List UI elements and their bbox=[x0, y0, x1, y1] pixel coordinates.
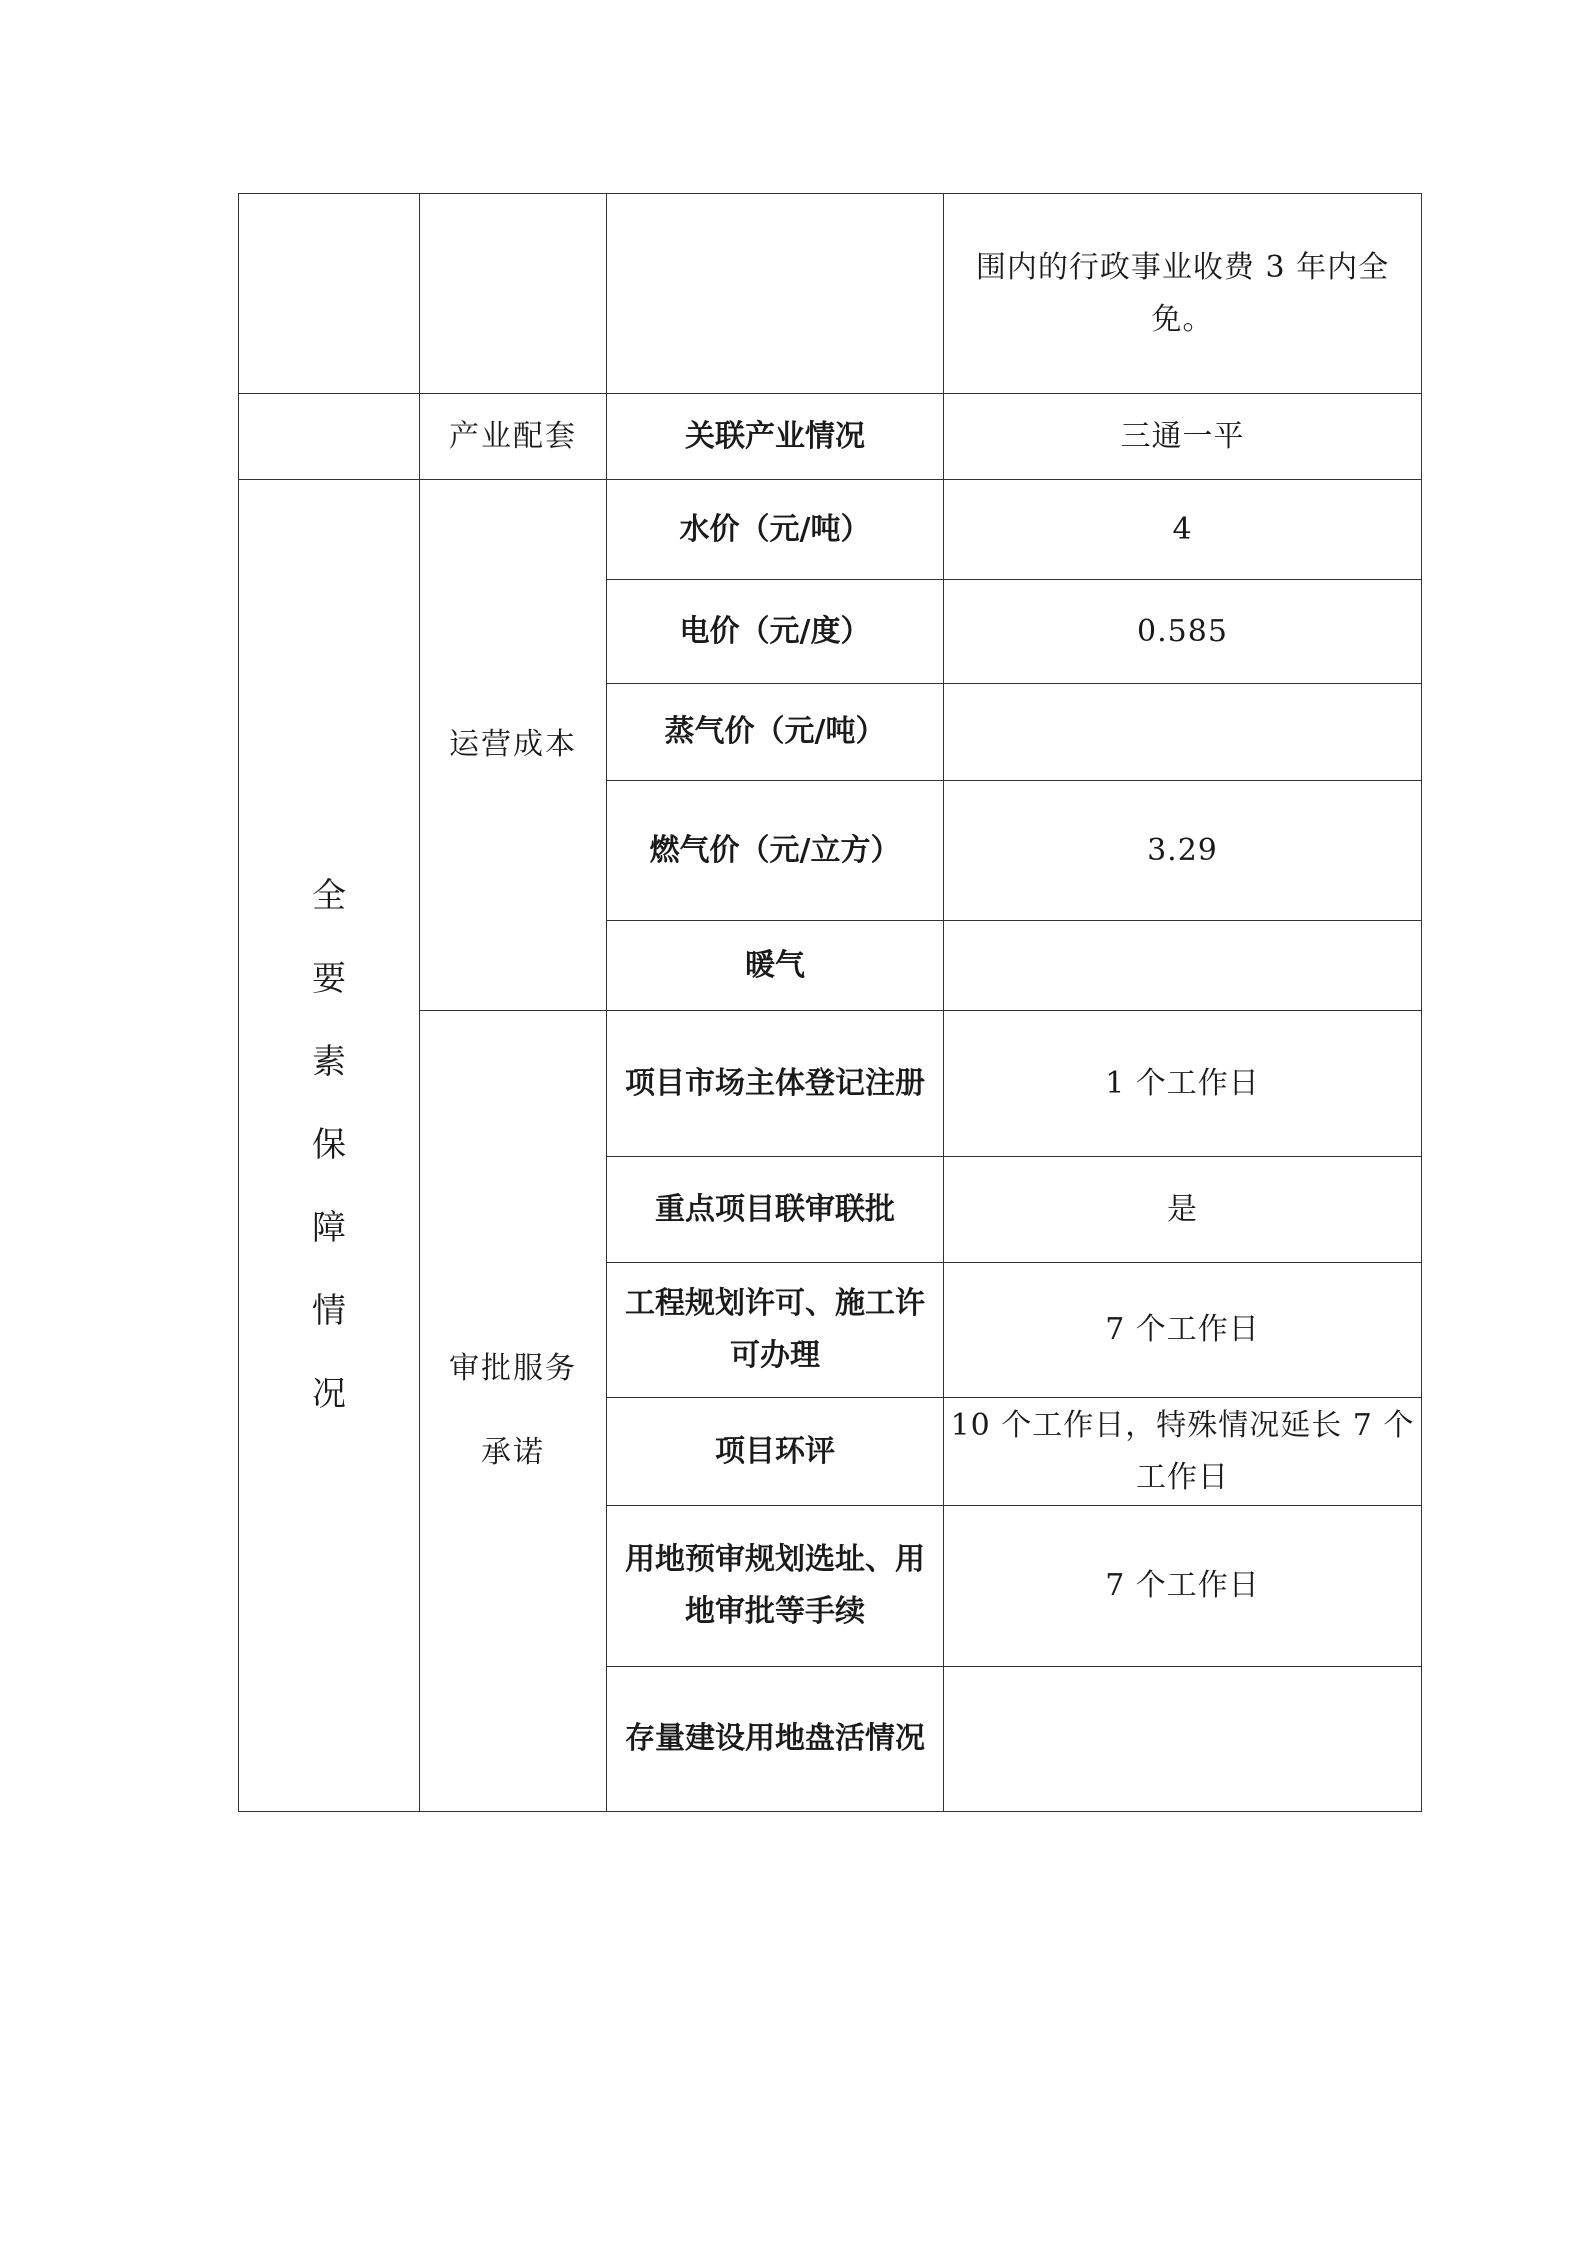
category-cell-continued bbox=[239, 394, 420, 480]
category-cell-continued bbox=[239, 194, 420, 394]
subcategory-approval-label: 审批服务承诺 bbox=[449, 1351, 577, 1470]
label-related-industry: 关联产业情况 bbox=[607, 394, 944, 480]
label-registration: 项目市场主体登记注册 bbox=[607, 1011, 944, 1157]
value-steam-price bbox=[944, 684, 1422, 781]
value-registration: 1 个工作日 bbox=[944, 1011, 1422, 1157]
label-land-pre-review: 用地预审规划选址、用地审批等手续 bbox=[607, 1506, 944, 1667]
subcategory-cell-continued bbox=[420, 194, 607, 394]
label-planning-permit: 工程规划许可、施工许可办理 bbox=[607, 1263, 944, 1398]
value-planning-permit: 7 个工作日 bbox=[944, 1263, 1422, 1398]
category-label: 全要素保障情况 bbox=[312, 876, 346, 1414]
value-joint-review: 是 bbox=[944, 1157, 1422, 1263]
document-table bbox=[238, 193, 1422, 1812]
value-related-industry: 三通一平 bbox=[944, 394, 1422, 480]
subcategory-approval-service bbox=[420, 1011, 607, 1812]
policy-text-continuation: 围内的行政事业收费 3 年内全免。 bbox=[944, 194, 1422, 394]
label-idle-land-revitalization: 存量建设用地盘活情况 bbox=[607, 1667, 944, 1812]
subcategory-operating-cost: 运营成本 bbox=[420, 480, 607, 1011]
label-environmental-assessment: 项目环评 bbox=[607, 1398, 944, 1506]
label-electricity-price: 电价（元/度） bbox=[607, 580, 944, 684]
label-steam-price: 蒸气价（元/吨） bbox=[607, 684, 944, 781]
value-land-pre-review: 7 个工作日 bbox=[944, 1506, 1422, 1667]
value-environmental-assessment: 10 个工作日，特殊情况延长 7 个工作日 bbox=[944, 1398, 1422, 1506]
value-heating bbox=[944, 921, 1422, 1011]
category-full-factor-guarantee bbox=[239, 480, 420, 1812]
label-cell-continued bbox=[607, 194, 944, 394]
subcategory-industry-support: 产业配套 bbox=[420, 394, 607, 480]
value-gas-price: 3.29 bbox=[944, 781, 1422, 921]
label-heating: 暖气 bbox=[607, 921, 944, 1011]
label-water-price: 水价（元/吨） bbox=[607, 480, 944, 580]
label-gas-price: 燃气价（元/立方） bbox=[607, 781, 944, 921]
value-idle-land-revitalization bbox=[944, 1667, 1422, 1812]
label-joint-review: 重点项目联审联批 bbox=[607, 1157, 944, 1263]
value-water-price: 4 bbox=[944, 480, 1422, 580]
value-electricity-price: 0.585 bbox=[944, 580, 1422, 684]
